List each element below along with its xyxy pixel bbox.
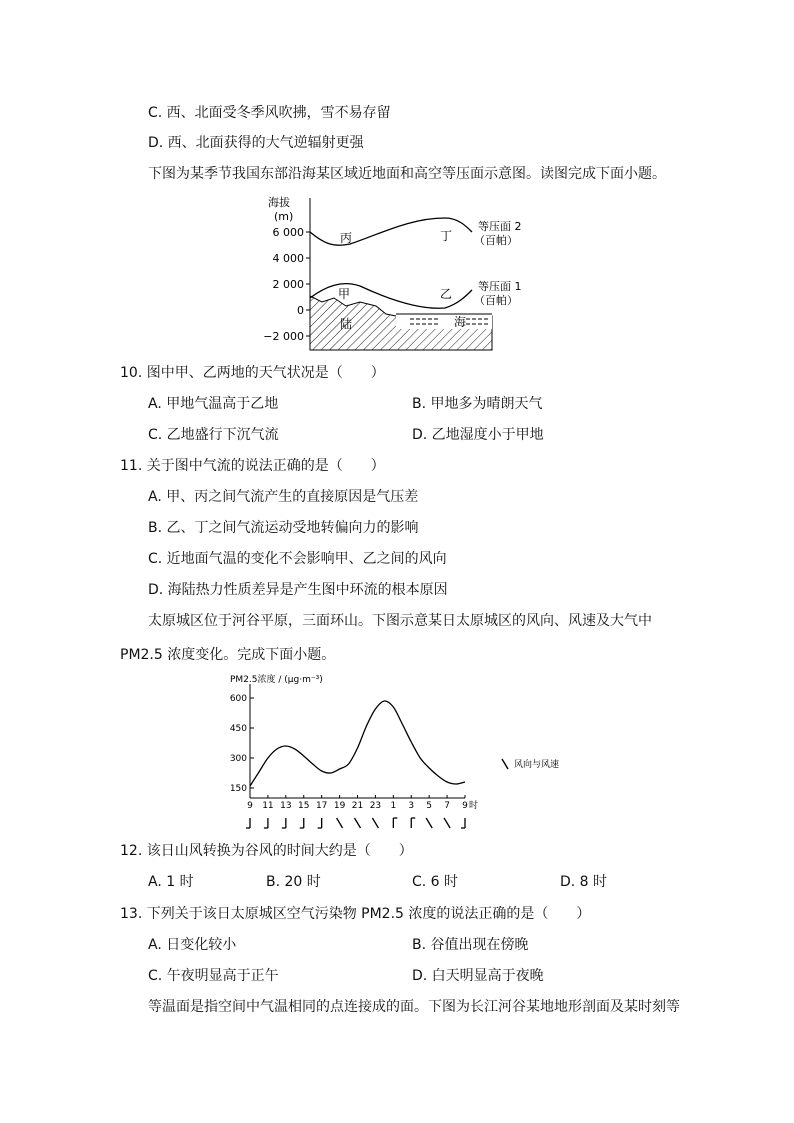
x-tick-label: 15	[298, 801, 310, 811]
wind-barb	[264, 818, 268, 828]
surface1-unit: （百帕）	[474, 294, 518, 307]
q10-option-b: B. 甲地多为晴朗天气	[412, 396, 543, 412]
surface2-label: 等压面 2	[478, 220, 522, 233]
fig1-tick-0: 0	[297, 304, 304, 317]
q13-option-a: A. 日变化较小	[148, 937, 237, 953]
intro-fig2-line1: 太原城区位于河谷平原，三面环山。下图示意某日太原城区的风向、风速及大气中	[148, 613, 652, 629]
y-tick-label: 300	[229, 754, 247, 764]
chart-ylabel: PM2.5浓度 / (μg·m⁻³)	[230, 675, 323, 685]
q11-option-a: A. 甲、丙之间气流产生的直接原因是气压差	[148, 489, 419, 505]
x-tick-label: 21	[351, 801, 364, 811]
fig1-tick-6000: 6 000	[272, 226, 304, 239]
option-c-prev: C. 西、北面受冬季风吹拂，雪不易存留	[148, 105, 391, 121]
fig1-tick-neg2000: −2 000	[263, 330, 304, 343]
q13-option-b: B. 谷值出现在傍晚	[412, 937, 529, 953]
label-jia: 甲	[338, 287, 351, 301]
label-yi: 乙	[440, 287, 453, 301]
wind-barbs	[246, 818, 465, 828]
pm25-chart	[220, 668, 580, 833]
q12-option-b: B. 20 时	[266, 874, 321, 890]
wind-barb	[411, 818, 415, 828]
legend-wind-label: 风向与风速	[514, 760, 560, 770]
q10-option-d: D. 乙地湿度小于甲地	[412, 427, 544, 443]
q11-option-b: B. 乙、丁之间气流运动受地转偏向力的影响	[148, 520, 419, 536]
label-sea: 海	[454, 315, 467, 329]
wind-barb	[426, 818, 432, 828]
intro-fig3: 等温面是指空间中气温相同的点连接成的面。下图为长江河谷某地地形剖面及某时刻等	[148, 999, 680, 1015]
wind-barb	[318, 818, 322, 828]
fig1-yunit: (m)	[274, 210, 294, 223]
label-land: 陆	[340, 317, 353, 331]
wind-barb	[461, 818, 465, 828]
wind-barb	[246, 818, 250, 828]
q10-option-c: C. 乙地盛行下沉气流	[148, 427, 279, 443]
x-unit-label: 时	[469, 801, 479, 811]
option-d-prev: D. 西、北面获得的大气逆辐射更强	[148, 135, 364, 151]
q10-option-a: A. 甲地气温高于乙地	[148, 396, 279, 412]
y-tick-label: 150	[229, 784, 247, 794]
wind-barb	[444, 818, 450, 828]
question-10: 10. 图中甲、乙两地的天气状况是（ ）	[120, 365, 385, 381]
fig1-tick-2000: 2 000	[272, 278, 304, 291]
x-tick-label: 23	[369, 801, 382, 811]
wind-barb	[300, 818, 304, 828]
question-12: 12. 该日山风转换为谷风的时间大约是（ ）	[120, 843, 413, 859]
q12-option-d: D. 8 时	[560, 874, 608, 890]
x-tick-label: 3	[408, 801, 415, 811]
wind-barb	[355, 818, 361, 828]
sea-area	[396, 314, 492, 329]
x-tick-label: 9	[247, 801, 253, 811]
wind-barb	[337, 818, 343, 828]
y-tick-label: 600	[229, 694, 247, 704]
q12-option-a: A. 1 时	[148, 874, 194, 890]
legend-wind-symbol	[502, 759, 508, 769]
wind-barb	[372, 818, 378, 828]
x-tick-label: 5	[426, 801, 433, 811]
x-tick-label: 7	[444, 801, 450, 811]
fig1-ylabel: 海拔	[268, 196, 290, 209]
wind-barb	[393, 818, 397, 828]
x-tick-label: 19	[333, 801, 346, 811]
question-11: 11. 关于图中气流的说法正确的是（ ）	[120, 458, 385, 474]
q13-option-d: D. 白天明显高于夜晚	[412, 968, 544, 984]
y-tick-label: 450	[229, 724, 247, 734]
wind-barb	[282, 818, 286, 828]
surface1-label: 等压面 1	[478, 280, 522, 293]
label-ding: 丁	[440, 229, 453, 243]
question-13: 13. 下列关于该日太原城区空气污染物 PM2.5 浓度的说法正确的是（ ）	[120, 906, 591, 922]
fig1-tick-4000: 4 000	[272, 252, 304, 265]
x-tick-label: 11	[262, 801, 274, 811]
x-tick-label: 13	[280, 801, 292, 811]
q11-option-c: C. 近地面气温的变化不会影响甲、乙之间的风向	[148, 551, 447, 567]
isobar-figure	[260, 190, 530, 360]
x-tick-label: 9	[462, 801, 468, 811]
intro-fig2-line2: PM2.5 浓度变化。完成下面小题。	[120, 647, 336, 663]
x-tick-label: 1	[390, 801, 397, 811]
intro-fig1: 下图为某季节我国东部沿海某区域近地面和高空等压面示意图。读图完成下面小题。	[148, 166, 666, 182]
surface2-unit: （百帕）	[474, 234, 518, 247]
pm25-series-line	[250, 701, 465, 786]
q12-option-c: C. 6 时	[412, 874, 459, 890]
q13-option-c: C. 午夜明显高于正午	[148, 968, 279, 984]
label-bing: 丙	[340, 231, 353, 245]
x-tick-label: 17	[315, 801, 328, 811]
q11-option-d: D. 海陆热力性质差异是产生图中环流的根本原因	[148, 582, 448, 598]
